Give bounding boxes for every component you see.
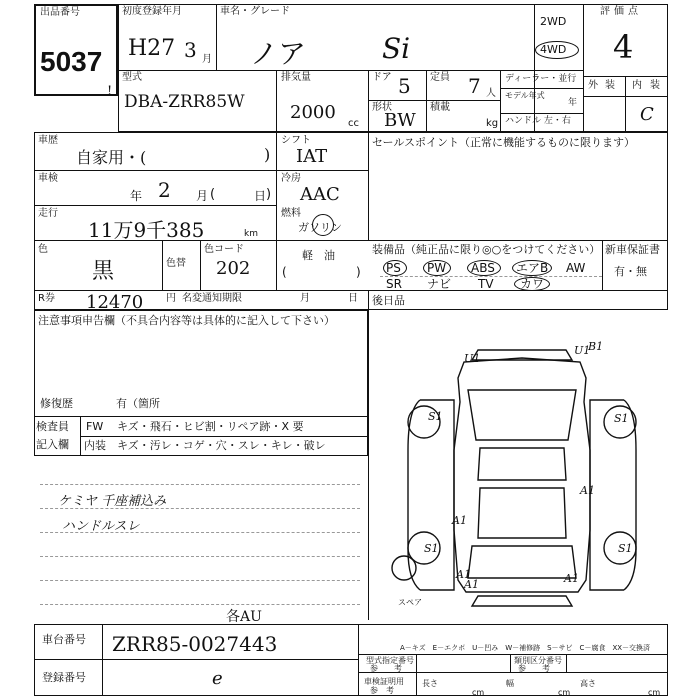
capacity-value: 7 bbox=[468, 74, 481, 98]
equipment-item: ナビ bbox=[427, 277, 452, 291]
equipment-item: ABS bbox=[471, 261, 495, 275]
interior-label-2: 装 bbox=[650, 80, 660, 91]
rear-seat-label: 後日品 bbox=[372, 294, 405, 307]
spare-label: スペア bbox=[398, 598, 422, 607]
equipment-item: エアB bbox=[516, 261, 549, 275]
shape-value: BW bbox=[384, 110, 416, 131]
equipment-item: カワ bbox=[520, 277, 545, 291]
fuel-gasoline: ガソリン bbox=[298, 221, 342, 234]
class-label-2: 参 考 bbox=[518, 664, 550, 673]
interior-label: 内 bbox=[632, 80, 642, 91]
inspection-day: 日 bbox=[254, 189, 267, 203]
mileage-label: 走行 bbox=[38, 208, 58, 219]
diagram-legend: A－キズ E－エクボ U－凹み W－補修跡 S－サビ C－腐食 XX－交換済 bbox=[400, 644, 651, 652]
warranty-options: 有・無 bbox=[614, 265, 647, 278]
damage-mark: U1 bbox=[464, 352, 481, 365]
color-label: 色 bbox=[38, 244, 48, 255]
lot-number: 5037 bbox=[40, 46, 103, 77]
equip-leather-circle bbox=[514, 277, 550, 291]
first-reg-month-unit: 月 bbox=[202, 54, 212, 65]
damage-mark: U1 bbox=[574, 344, 591, 357]
ac-label: 冷房 bbox=[281, 173, 301, 184]
damage-mark: A1 bbox=[452, 514, 467, 527]
fuel-close: ) bbox=[356, 265, 361, 279]
yen-unit: 円 bbox=[166, 293, 176, 304]
history-close: ) bbox=[264, 145, 271, 164]
shift-label: シフト bbox=[281, 135, 311, 146]
dealer-label: ディーラー・並行 bbox=[505, 74, 577, 84]
first-reg-month: 3 bbox=[184, 38, 197, 62]
cert-label: 車検証明用 bbox=[364, 677, 404, 686]
doors-value: 5 bbox=[398, 74, 411, 98]
score-label: 評価点 bbox=[600, 6, 642, 17]
model-value: DBA-ZRR85W bbox=[124, 92, 245, 112]
width-label: 幅 bbox=[506, 679, 514, 688]
interior-notes-label: 内装 bbox=[84, 439, 106, 452]
model-year-label: モデル年式 bbox=[505, 91, 545, 100]
handwritten-line-3: 各AU bbox=[226, 609, 262, 625]
doors-label: ドア bbox=[372, 72, 392, 83]
inspection-close: ) bbox=[266, 187, 272, 202]
damage-mark: S1 bbox=[614, 412, 629, 425]
inspector-label-2: 記入欄 bbox=[36, 438, 69, 451]
interior-grade: C bbox=[640, 104, 654, 125]
recycle-amount: 12470 bbox=[86, 292, 144, 313]
name-change-label: 名変通知期限 bbox=[182, 293, 242, 304]
history-label: 車歴 bbox=[38, 135, 58, 146]
exterior-label: 外 bbox=[588, 80, 598, 91]
drive-4wd: 4WD bbox=[540, 43, 567, 56]
warranty-label: 新車保証書 bbox=[605, 243, 660, 256]
height-unit: cm bbox=[648, 688, 661, 697]
load-label: 積載 bbox=[430, 102, 450, 113]
displacement-value: 2000 bbox=[290, 102, 336, 123]
model-label: 型式 bbox=[122, 72, 142, 83]
damage-mark: B1 bbox=[588, 340, 604, 353]
color-code-value: 202 bbox=[216, 258, 251, 279]
chassis-label: 車台番号 bbox=[42, 633, 86, 646]
class-label: 類別区分番号 bbox=[514, 656, 562, 665]
equip-ps-circle bbox=[383, 260, 407, 276]
inspection-label: 車検 bbox=[38, 173, 58, 184]
equipment-item: PS bbox=[386, 261, 401, 275]
handwritten-line-2: ハンドルスレ bbox=[62, 519, 140, 534]
drive-2wd: 2WD bbox=[540, 15, 567, 28]
score-value: 4 bbox=[613, 28, 634, 66]
color-code-label: 色コード bbox=[204, 244, 244, 255]
lot-label: 出品番号 bbox=[40, 7, 80, 18]
damage-mark: S1 bbox=[618, 542, 633, 555]
displacement-label: 排気量 bbox=[281, 72, 311, 83]
car-name: ノア bbox=[250, 37, 307, 70]
color-value: 黒 bbox=[92, 259, 115, 284]
color-change-label: 色替 bbox=[166, 258, 186, 269]
recycle-label: R券 bbox=[38, 293, 55, 304]
handle-label: ハンドル 左・右 bbox=[505, 116, 571, 126]
inspector-label: 検査員 bbox=[36, 420, 69, 433]
capacity-unit: 人 bbox=[486, 88, 496, 99]
cert-label-2: 参 考 bbox=[370, 686, 394, 695]
name-grade-label: 車名・グレード bbox=[220, 6, 290, 17]
name-change-day: 日 bbox=[348, 293, 358, 304]
name-change-month: 月 bbox=[300, 293, 310, 304]
damage-mark: A1 bbox=[580, 484, 595, 497]
car-damage-diagram bbox=[368, 330, 668, 630]
type-spec-label: 型式指定番号 bbox=[366, 656, 414, 665]
fuel-diesel: 軽 油 bbox=[302, 249, 335, 262]
fuel-open: ( bbox=[282, 265, 287, 279]
damage-mark: A1 bbox=[456, 568, 471, 581]
shift-value: IAT bbox=[296, 146, 328, 167]
equipment-item: TV bbox=[478, 277, 494, 291]
equip-airbag-circle bbox=[512, 260, 552, 276]
mileage-unit: km bbox=[244, 229, 258, 239]
exterior-label-2: 装 bbox=[605, 80, 615, 91]
equipment-item: PW bbox=[427, 261, 447, 275]
fuel-label: 燃料 bbox=[281, 208, 301, 219]
width-unit: cm bbox=[558, 688, 571, 697]
notes-frame bbox=[34, 310, 368, 456]
shape-label: 形状 bbox=[372, 102, 392, 113]
damage-mark: S1 bbox=[424, 542, 439, 555]
first-reg-era-year: H27 bbox=[128, 36, 176, 61]
ac-value: AAC bbox=[300, 184, 340, 205]
notes-label: 注意事項申告欄（不具合内容等は具体的に記入して下さい） bbox=[38, 314, 335, 327]
length-unit: cm bbox=[472, 688, 485, 697]
height-label: 高さ bbox=[580, 679, 596, 688]
sales-point-label: セールスポイント（正常に機能するものに限ります） bbox=[372, 136, 636, 149]
repair-value: 有（箇所 bbox=[116, 397, 160, 410]
mileage-value: 11万9千385 bbox=[88, 218, 205, 242]
history-value: 自家用・( bbox=[76, 148, 147, 167]
repair-label: 修復歴 bbox=[40, 397, 73, 410]
equipment-item: SR bbox=[386, 277, 402, 291]
handwritten-line-1: ケミヤ 千座補込み bbox=[58, 494, 167, 509]
load-unit: kg bbox=[486, 118, 499, 129]
length-label: 長さ bbox=[422, 679, 438, 688]
car-grade: Si bbox=[382, 32, 411, 65]
chassis-number: ZRR85-0027443 bbox=[112, 632, 278, 656]
inspection-month: 2 bbox=[158, 178, 171, 202]
damage-mark: A1 bbox=[464, 578, 479, 591]
displacement-unit: cc bbox=[348, 118, 359, 129]
type-spec-label-2: 参 考 bbox=[370, 664, 402, 673]
inspection-month-unit: 月 bbox=[196, 189, 209, 203]
equip-pw-circle bbox=[423, 260, 451, 276]
equip-abs-circle bbox=[467, 260, 501, 276]
year-unit: 年 bbox=[568, 98, 578, 108]
reg-number-label: 登録番号 bbox=[42, 671, 86, 684]
inspection-year: 年 bbox=[130, 189, 143, 203]
inspection-open: ( bbox=[210, 187, 216, 202]
fw-items: キズ・飛石・ヒビ割・リペア跡・X 要 bbox=[117, 420, 304, 433]
interior-notes-items: キズ・汚レ・コゲ・穴・スレ・キレ・破レ bbox=[117, 439, 326, 452]
damage-mark: S1 bbox=[428, 410, 443, 423]
fw-label: FW bbox=[86, 420, 104, 433]
lot-mark: ! bbox=[107, 84, 113, 99]
reg-number: e bbox=[212, 668, 223, 689]
first-reg-label: 初度登録年月 bbox=[122, 6, 182, 17]
equipment-item: AW bbox=[566, 261, 586, 275]
capacity-label: 定員 bbox=[430, 72, 450, 83]
damage-mark: A1 bbox=[564, 572, 579, 585]
equipment-label: 装備品（純正品に限り◎○をつけてください） bbox=[372, 243, 601, 256]
